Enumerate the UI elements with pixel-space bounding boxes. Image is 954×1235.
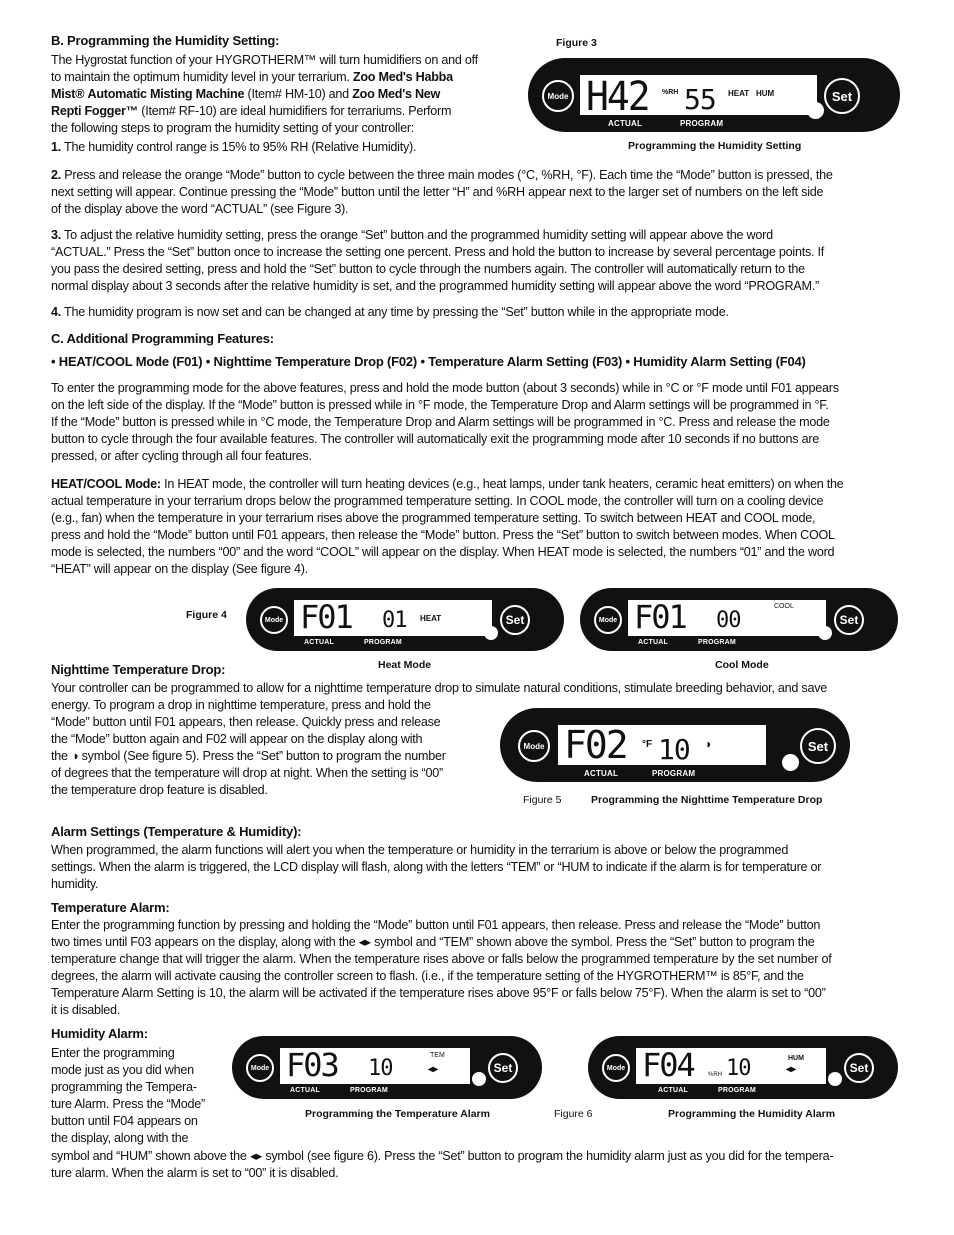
actual-label: ACTUAL [638, 639, 668, 646]
half-moon-icon: ◑ [704, 737, 712, 751]
section-b-intro: The Hygrostat function of your HYGROTHERM™ will turn humidifiers on and off to maintain the optimum humidity level in your terrarium. Zoo Med's Habba Mist® Automatic Misting Machine (Item# HM-10) and Zoo Med's New Repti Fogger™ (Item# RF-10) are ideal humidifiers for terrariums. Perform the following steps to program the humidity setting of your controller: 1. The humidity control range is 15% to 95% RH (Relative Humidity). [51, 53, 478, 154]
section-c-heading: C. Additional Programming Features: [51, 331, 274, 346]
alarm-heading: Alarm Settings (Temperature & Humidity): [51, 824, 302, 839]
humidity-alarm-paragraph: Enter the programming mode just as you did when programming the Tempera- ture Alarm. Press the “Mode” button until F04 appears on the display, along with the [51, 1046, 205, 1145]
program-label: PROGRAM [680, 119, 724, 128]
section-b-heading: B. Programming the Humidity Setting: [51, 33, 280, 48]
mode-button: Mode [542, 80, 574, 112]
program-label: PROGRAM [364, 639, 402, 646]
step-2: 2. Press and release the orange “Mode” button to cycle between the three main modes (°C, %RH, °F). Each time the “Mode” button is pressed, the next setting will appear. Continue pressing the “Mode” button until the letter “H” and %RH appear next to the larger set of numbers on the left side of the display above the word “ACTUAL” (see Figure 3). [51, 168, 833, 216]
set-button: Set [834, 605, 864, 635]
actual-label: ACTUAL [608, 119, 643, 128]
set-button: Set [500, 605, 530, 635]
indicator-light [472, 1072, 486, 1086]
figure3-controller [528, 58, 900, 132]
mode-button: Mode [246, 1054, 274, 1082]
feature-list: • HEAT/COOL Mode (F01) • Nighttime Temperature Drop (F02) • Temperature Alarm Setting (F03) • Humidity Alarm Setting (F04) [51, 354, 806, 369]
alarm-paragraph: When programmed, the alarm functions will alert you when the temperature or humidity in the terrarium is above or below the programmed settings. When the alarm is triggered, the LCD display will flash, along with the letters “TEM” or “HUM to indicate if the alarm is for temperature or humidity. [51, 843, 822, 891]
nighttime-heading: Nighttime Temperature Drop: [51, 662, 226, 677]
lcd-actual-value: F04 [642, 1046, 694, 1084]
indicator-light [782, 754, 799, 771]
figure3-caption: Programming the Humidity Setting [628, 140, 802, 152]
lcd-display [628, 600, 826, 636]
heat-cool-paragraph: HEAT/COOL Mode: In HEAT mode, the controller will turn heating devices (e.g., heat lamps, under tank heaters, ceramic heat emitters) on when the actual temperature in your terrarium drops below the programmed temperature setting. In COOL mode, the controller will turn on a cooling device (e.g., fan) when the temperature in your terrarium rises above the programmed temperature setting. To switch between HEAT and COOL mode, press and hold the “Mode” button until F01 appears, then release the “Mode” button. Press the “Set” button to switch between modes. When COOL mode is selected, the numbers “00” and the word “COOL” will appear on the display. When HEAT mode is selected, the numbers “01” and the word “HEAT” will appear on the display (See figure 4). [51, 477, 844, 576]
mode-button: Mode [260, 606, 288, 634]
figure5-controller [500, 708, 850, 782]
section-c-paragraph: To enter the programming mode for the above features, press and hold the mode button (about 3 seconds) while in °C or °F mode until F01 appears on the left side of the display. If the “Mode” button is pressed while in °F mode, the Temperature Drop and Alarm settings will be programmed in °F. If the “Mode” button is pressed while in °C mode, the Temperature Drop and Alarm settings will be programmed in °C. Press and release the mode button to cycle through the four available features. The controller will automatically exit the programming mode after 10 seconds if no buttons are pressed, or after cycling through all four features. [51, 381, 839, 463]
lcd-unit: %RH [662, 89, 679, 96]
figure4-heat-caption: Heat Mode [378, 659, 432, 671]
lcd-display [294, 600, 492, 636]
temperature-alarm-paragraph: Enter the programming function by pressing and holding the “Mode” button until F01 appears, then release. Press and release the “Mode” button two times until F03 appears on the display, along with the ◂▸ symbol and “TEM” shown above the symbol. Press the “Set” button to program the temperature change that will trigger the alarm. When the temperature rises above or falls below the programmed temperature by the set number of degrees, the alarm will activate causing the controller screen to flash. (i.e., if the temperature setting of the HYGROTHERM™ is 85°F, and the Temperature Alarm Setting is 10, the alarm will be activated if the temperature rises above 95°F or falls below 75°F). When the alarm is set to “00” it is disabled. [51, 918, 832, 1017]
lcd-program-value: 01 [382, 608, 407, 633]
step-4: 4. The humidity program is now set and can be changed at any time by pressing the “Set” button while in the appropriate mode. [51, 305, 729, 319]
alarm-arrows-icon: ◂▸ [428, 1064, 439, 1075]
lcd-program-value: 00 [716, 608, 741, 633]
figure6-hum-controller [588, 1036, 898, 1099]
program-label: PROGRAM [718, 1087, 756, 1094]
lcd-unit: %RH [708, 1072, 723, 1078]
figure4-cool-caption: Cool Mode [715, 659, 769, 671]
temperature-alarm-heading: Temperature Alarm: [51, 900, 170, 915]
lcd-actual-value: F03 [286, 1046, 338, 1084]
program-label: PROGRAM [350, 1087, 388, 1094]
nighttime-line1: Your controller can be programmed to allow for a nighttime temperature drop to simulate natural conditions, stimulate breeding behavior, and save [51, 681, 828, 695]
program-label: PROGRAM [698, 639, 736, 646]
actual-label: ACTUAL [584, 769, 619, 778]
lcd-display [636, 1048, 826, 1084]
lcd-heat-tag: HEAT [420, 614, 442, 623]
alarm-arrows-icon: ◂▸ [786, 1064, 797, 1075]
lcd-heat-tag: HEAT [728, 89, 750, 98]
lcd-display [580, 73, 817, 120]
indicator-light [828, 1072, 842, 1086]
program-label: PROGRAM [652, 769, 696, 778]
set-button: Set [824, 78, 860, 114]
lcd-actual-value: F01 [300, 598, 352, 636]
lcd-display [558, 725, 766, 765]
actual-label: ACTUAL [304, 639, 334, 646]
figure6-label: Figure 6 [554, 1108, 593, 1120]
indicator-light [807, 102, 824, 119]
figure3-label: Figure 3 [556, 37, 597, 49]
humidity-alarm-heading: Humidity Alarm: [51, 1026, 148, 1041]
set-button: Set [800, 728, 836, 764]
actual-label: ACTUAL [290, 1087, 320, 1094]
lcd-program-value: 55 [684, 83, 716, 116]
set-button: Set [844, 1053, 874, 1083]
figure6-hum-caption: Programming the Humidity Alarm [668, 1108, 836, 1120]
figure5-label: Figure 5 [523, 794, 562, 806]
lcd-actual-value: F02 [564, 723, 627, 767]
actual-label: ACTUAL [658, 1087, 688, 1094]
humidity-alarm-paragraph-end: symbol and “HUM” shown above the ◂▸ symbol (see figure 6). Press the “Set” button to program the humidity alarm just as you did for the tempera- ture alarm. When the alarm is set to “00” it is disabled. [51, 1149, 834, 1180]
figure6-temp-caption: Programming the Temperature Alarm [305, 1108, 490, 1120]
figure4-label: Figure 4 [186, 609, 227, 621]
lcd-hum-tag: HUM [788, 1055, 804, 1062]
lcd-program-value: 10 [658, 733, 690, 766]
lcd-program-value: 10 [726, 1056, 751, 1081]
figure5-caption: Programming the Nighttime Temperature Drop [591, 794, 823, 806]
mode-button: Mode [602, 1054, 630, 1082]
mode-button: Mode [594, 606, 622, 634]
mode-button: Mode [518, 730, 550, 762]
nighttime-paragraph: energy. To program a drop in nighttime temperature, press and hold the “Mode” button until F01 appears, then release. Quickly press and release the “Mode” button again and F02 will appear on the display along with the ◑ symbol (See figure 5). Press the “Set” button to program the number of degrees that the temperature will drop at night. When the setting is “00” the temperature drop feature is disabled. [51, 698, 446, 797]
lcd-actual-value: F01 [634, 598, 686, 636]
figure4-heat-controller [246, 588, 564, 651]
step-3: 3. To adjust the relative humidity setting, press the orange “Set” button and the programmed humidity setting will appear above the word “ACTUAL.” Press the “Set” button once to increase the setting one percent. Press and hold the button to increase by several percentage points. If you pass the desired setting, press and hold the “Set” button to cycle through the numbers again. The controller will automatically return to the normal display about 3 seconds after the relative humidity is set, and the programmed humidity setting will appear above the word “PROGRAM.” [51, 228, 825, 293]
lcd-cool-tag: COOL [774, 603, 794, 610]
indicator-light [818, 626, 832, 640]
lcd-actual-value: H42 [586, 73, 649, 120]
lcd-hum-tag: HUM [756, 89, 775, 98]
indicator-light [484, 626, 498, 640]
figure6-temp-controller [232, 1036, 542, 1099]
lcd-unit: °F [642, 739, 653, 750]
figure4-cool-controller [580, 588, 898, 651]
lcd-tem-tag: TEM [430, 1052, 445, 1059]
lcd-display [280, 1048, 470, 1084]
set-button: Set [488, 1053, 518, 1083]
lcd-program-value: 10 [368, 1056, 393, 1081]
